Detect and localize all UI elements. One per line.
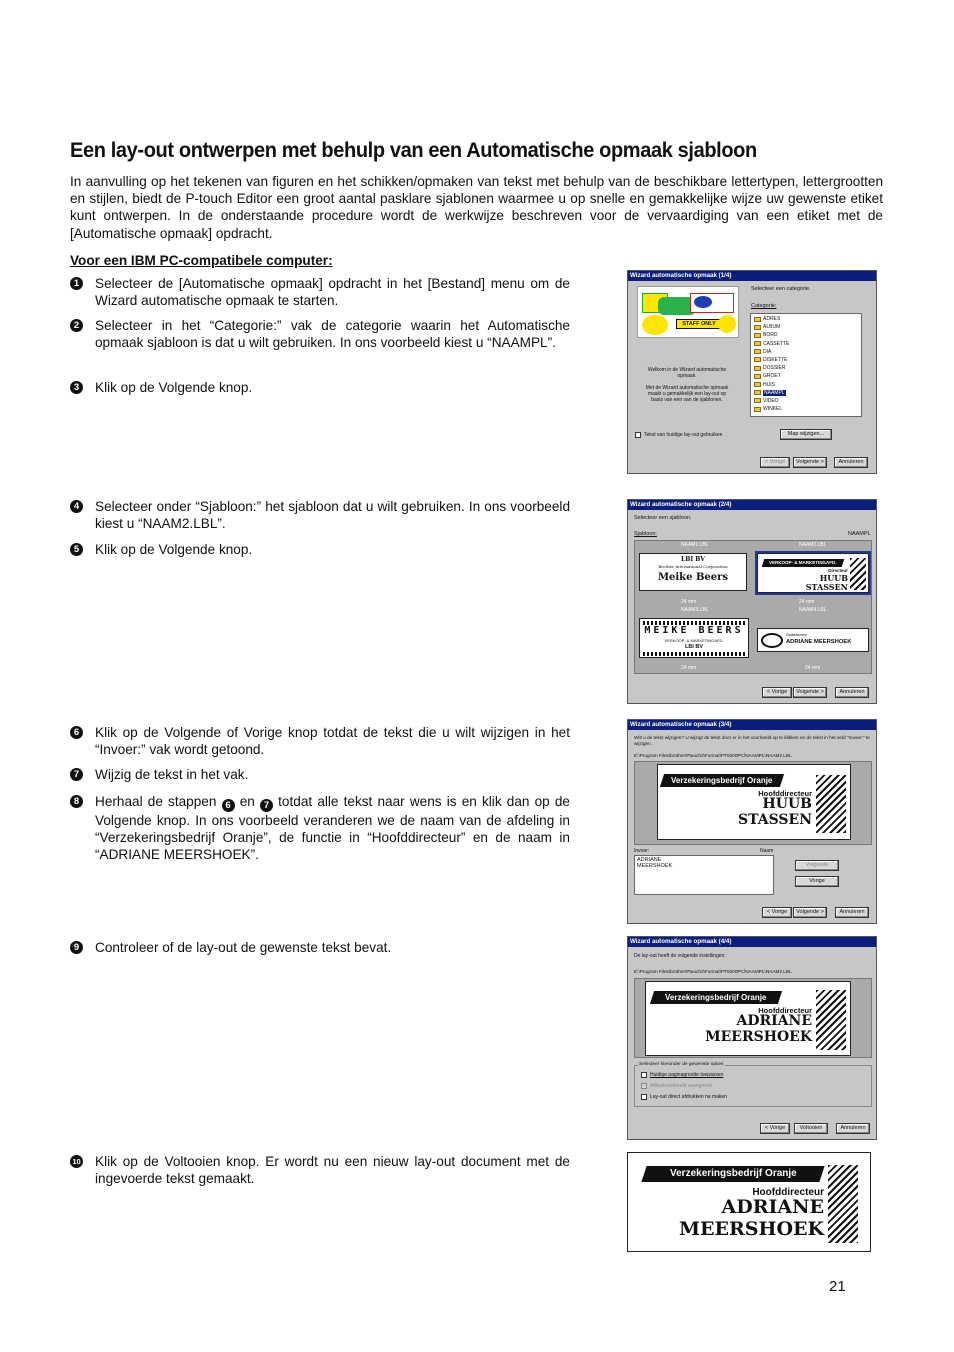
step-number: 3 — [70, 381, 83, 394]
window-title: Wizard automatische opmaak (1/4) — [628, 271, 876, 281]
cancel-button[interactable]: Annuleren — [835, 687, 869, 698]
option1-checkbox[interactable] — [641, 1072, 647, 1078]
options-title: Selecteer hieronder de gewenste opties — [639, 1062, 724, 1067]
step-number: 7 — [70, 768, 83, 781]
step-9: 9 Controleer of de lay-out de gewenste tekst bevat. — [70, 939, 570, 956]
step-7: 7 Wijzig de tekst in het vak. — [70, 766, 570, 783]
step-number: 5 — [70, 543, 83, 556]
folder-name: NAAMPL — [848, 531, 871, 537]
category-item[interactable]: NAAMPL — [754, 389, 789, 397]
step-5: 5 Klik op de Volgende knop. — [70, 541, 570, 558]
template-label: Sjabloon: — [634, 531, 657, 537]
template-naam4[interactable]: Stafdirecteur ADRIANE MEERSHOEK — [757, 628, 869, 652]
page-title: Een lay-out ontwerpen met behulp van een Automatische opmaak sjabloon — [70, 138, 757, 162]
category-item[interactable]: GROET — [754, 372, 789, 380]
prompt: Selecteer een sjabloon. — [634, 515, 692, 521]
step-10: 10 Klik op de Voltooien knop. Er wordt nu een nieuw lay-out document met de ingevoerde tekst gemaakt. — [70, 1153, 570, 1187]
folder-icon — [754, 390, 761, 395]
preview-area — [634, 761, 872, 845]
file-path: E:\Program Files\brother\Ptouch2\Format\PT9200PC\NAAMPL\NAAM2.LBL — [634, 969, 792, 974]
previous-field-button[interactable]: Vorige — [795, 876, 839, 887]
next-field-button[interactable]: Volgende — [795, 860, 839, 871]
finish-button[interactable]: Voltooien — [794, 1123, 828, 1134]
category-item[interactable]: ADRES — [754, 315, 789, 323]
input-label: Invoer: — [634, 848, 650, 854]
option3-label: Lay-out direct afdrukken na maken — [650, 1094, 727, 1100]
next-button[interactable]: Volgende > — [793, 907, 827, 918]
folder-icon — [754, 357, 761, 362]
input-textbox[interactable]: ADRIANE MEERSHOEK — [634, 855, 774, 895]
wizard-step3-window — [627, 719, 877, 924]
folder-icon — [754, 407, 761, 412]
file-path: E:\Program Files\brother\Ptouch2\Format\PT9200PC\NAAMPL\NAAM2.LBL — [634, 753, 792, 758]
previous-button[interactable]: < Vorige — [762, 907, 792, 918]
folder-icon — [754, 325, 761, 330]
template-naam1[interactable]: LBI BV Brother International Corporation Meike Beers — [639, 553, 747, 591]
category-item[interactable]: WINKEL — [754, 405, 789, 413]
label-company-bar: Verzekeringsbedrijf Oranje — [641, 1166, 824, 1182]
step-1: 1 Selecteer de [Automatische opmaak] opdracht in het [Bestand] menu om de Wizard automatische opmaak te starten. — [70, 275, 570, 309]
label-function: Hoofddirecteur — [752, 1187, 824, 1198]
step-ref: 6 — [222, 799, 235, 812]
wizard-description: Met de Wizard automatische opmaak maakt u gemakkelijk een lay-out op basis van een van de sjablonen. — [645, 385, 729, 403]
final-label — [627, 1152, 871, 1252]
category-item[interactable]: DISKETTE — [754, 356, 789, 364]
template-naam3[interactable]: MEIKE BEERS VERKOOP- & MARKETINGAFD. LBI BV — [639, 618, 749, 658]
previous-button[interactable]: < Vorige — [762, 687, 792, 698]
label-preview[interactable]: Verzekeringsbedrijf Oranje Hoofddirecteur HUUB STASSEN — [657, 764, 851, 840]
cancel-button[interactable]: Annuleren — [836, 1123, 870, 1134]
cancel-button[interactable]: Annuleren — [835, 907, 869, 918]
change-folder-button[interactable]: Map wijzigen... — [780, 429, 832, 440]
folder-icon — [754, 333, 761, 338]
folder-icon — [754, 398, 761, 403]
template-naam2[interactable]: VERKOOP- & MARKETINGAFD. Directeur HUUB STASSEN — [757, 553, 869, 593]
step-ref: 7 — [260, 799, 273, 812]
option1-label: Huidige paginagrootte toepassen — [650, 1072, 724, 1078]
category-item[interactable]: ALBUM — [754, 323, 789, 331]
category-item[interactable]: BORD — [754, 331, 789, 339]
step-number: 9 — [70, 941, 83, 954]
label-first-name: ADRIANE — [721, 1196, 824, 1218]
field-name: Naam — [760, 848, 774, 854]
option2-label: Afdrukvoorbeeld weergeven — [650, 1083, 713, 1089]
label-preview: Verzekeringsbedrijf Oranje Hoofddirecteur ADRIANE MEERSHOEK — [645, 981, 851, 1056]
step-number: 6 — [70, 726, 83, 739]
step-number: 2 — [70, 319, 83, 332]
step-number: 10 — [70, 1155, 83, 1168]
template-gallery: NAAM1.LBL NAAM2.LBL LBI BV Brother International Corporation Meike Beers VERKOOP- & MARKETINGAFD. Directeur HUUB STASSEN 24 mm 24 mm NAAM3.LBL NAAM4.LBL MEIKE BEERS VERKOOP- & MARKETINGAFD. LBI BV Stafdirecteur ADRIANE MEERSHOEK 24 mm 24 mm — [634, 540, 872, 674]
previous-button[interactable]: < Vorige — [760, 1123, 790, 1134]
subheading: Voor een IBM PC-compatibele computer: — [70, 253, 333, 268]
page-number: 21 — [829, 1278, 846, 1295]
step-3: 3 Klik op de Volgende knop. — [70, 379, 570, 396]
prompt: Wilt u de tekst wijzigen? U wijzigt de tekst door er in het voorbeeld op te klikken en de tekst in het veld "Invoer:" te wijzigen. — [634, 735, 870, 746]
step-number: 1 — [70, 277, 83, 290]
category-list[interactable] — [750, 313, 862, 417]
folder-icon — [754, 374, 761, 379]
wizard-step2-window — [627, 499, 877, 704]
option3-checkbox[interactable] — [641, 1094, 647, 1100]
label-hatch-pattern — [828, 1165, 858, 1243]
checkbox-label: Tekst van huidige lay-out gebruiken — [644, 432, 723, 438]
cancel-button[interactable]: Annuleren — [834, 457, 868, 468]
step-6: 6 Klik op de Volgende of Vorige knop totdat de tekst die u wilt wijzigen in het “Invoer:” vak wordt getoond. — [70, 724, 570, 758]
folder-icon — [754, 366, 761, 371]
prompt: Selecteer een categorie. — [751, 286, 811, 292]
label-last-name: MEERSHOEK — [678, 1218, 824, 1240]
window-title: Wizard automatische opmaak (2/4) — [628, 500, 876, 510]
prompt: De lay-out heeft de volgende instellingen: — [634, 953, 726, 959]
clipart-image — [637, 286, 739, 338]
previous-button[interactable]: < Vorige — [760, 457, 790, 468]
window-title: Wizard automatische opmaak (4/4) — [628, 937, 876, 947]
folder-icon — [754, 317, 761, 322]
step-number: 8 — [70, 795, 83, 808]
category-item[interactable]: CASSETTE — [754, 340, 789, 348]
intro-paragraph: In aanvulling op het tekenen van figuren en het schikken/opmaken van tekst met behulp van de beschikbare lettertypen, lettergrootten en stijlen, biedt de P-touch Editor een groot aantal pasklare sjablonen waarmee u op snelle en gemakkelijke wijze uw gewenste etiket kunt ontwerpen. In de onderstaande procedure wordt de werkwijze beschreven voor de vervaardiging van een etiket met de [Automatische opmaak] opdracht. — [70, 174, 883, 241]
preview-area — [634, 978, 872, 1058]
next-button[interactable]: Volgende > — [793, 457, 827, 468]
wizard-step1-window — [627, 270, 877, 474]
window-title: Wizard automatische opmaak (3/4) — [628, 720, 876, 730]
category-item[interactable]: VIDEO — [754, 397, 789, 405]
step-number: 4 — [70, 500, 83, 513]
use-current-text-checkbox[interactable] — [635, 432, 641, 438]
wizard-step4-window — [627, 936, 877, 1140]
folder-icon — [754, 382, 761, 387]
category-item[interactable]: DIA — [754, 348, 789, 356]
next-button[interactable]: Volgende > — [793, 687, 827, 698]
category-item[interactable]: HUIS — [754, 381, 789, 389]
option2-checkbox[interactable]: ✓ — [642, 1083, 647, 1089]
step-4: 4 Selecteer onder “Sjabloon:” het sjabloon dat u wilt gebruiken. In ons voorbeeld kiest u “NAAM2.LBL”. — [70, 498, 570, 532]
category-label: Categorie: — [751, 303, 777, 309]
category-item[interactable]: DOSSIER — [754, 364, 789, 372]
step-8: 8 Herhaal de stappen 6 en 7 totdat alle tekst naar wens is en klik dan op de Volgende knop. In ons voorbeeld veranderen we de naam van de afdeling in “Verzekeringsbedrijf Oranje”, de functie in “Hoofddirecteur” en de naam in “ADRIANE MEERSHOEK”. — [70, 793, 570, 864]
folder-icon — [754, 341, 761, 346]
step-2: 2 Selecteer in het “Categorie:” vak de categorie waarin het Automatische opmaak sjabloon is dat u wilt gebruiken. In ons voorbeeld kiest u “NAAMPL”. — [70, 317, 570, 351]
welcome-text: Welkom in de Wizard automatische opmaak. — [647, 367, 727, 379]
staff-only-sign: STAFF ONLY — [676, 319, 722, 329]
folder-icon — [754, 349, 761, 354]
